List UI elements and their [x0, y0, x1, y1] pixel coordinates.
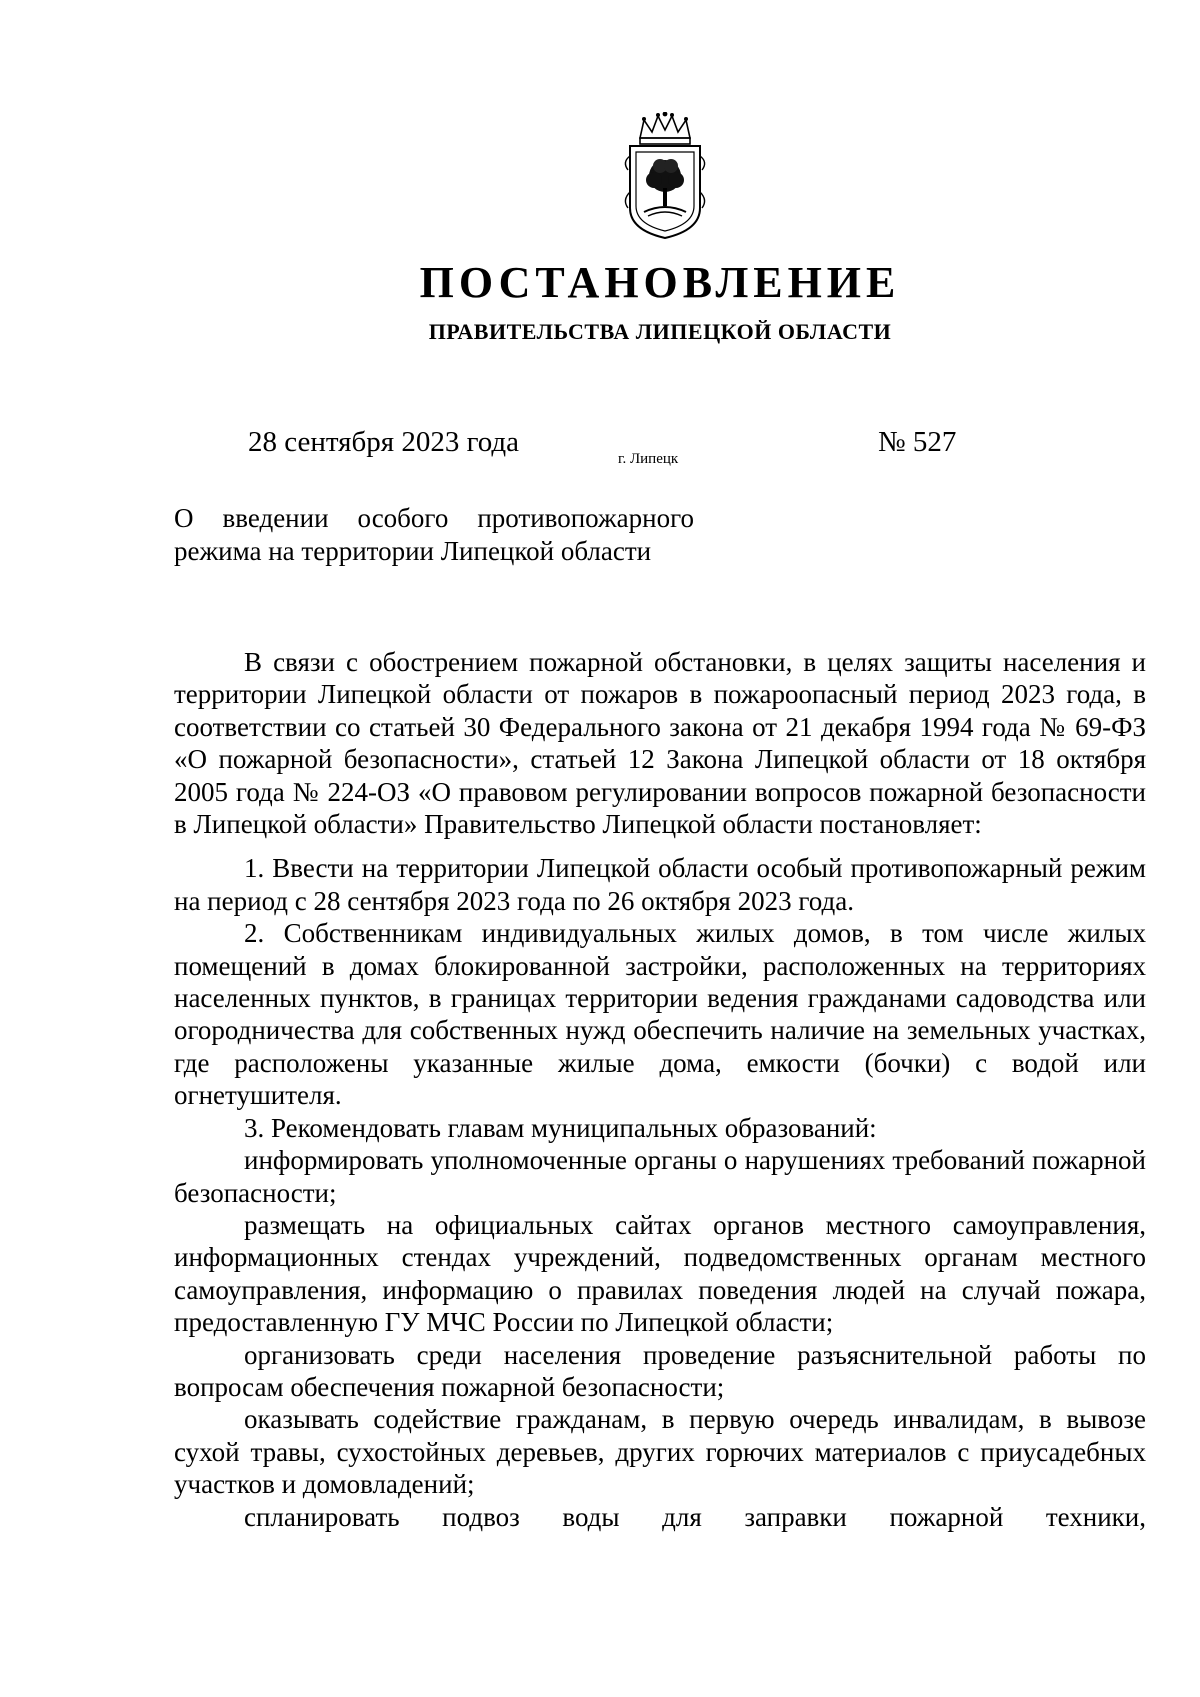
document-number: № 527 [878, 426, 957, 458]
document-issuer: ПРАВИТЕЛЬСТВА ЛИПЕЦКОЙ ОБЛАСТИ [428, 319, 892, 344]
item-3-subparagraph: организовать среди населения проведение разъяснительной работы по вопросам обеспечения пожарной безопасности; [174, 1339, 1146, 1402]
item-2-paragraph: 2. Собственникам индивидуальных жилых домов, в том числе жилых помещений в домах блокированной застройки, расположенных на территориях населенных пунктов, в границах территории ведения гражданами садоводства или огородничества для собственных нужд обеспечить наличие на земельных участках, где расположены указанные жилые дома, емкости (бочки) с водой или огнетушителя. [174, 918, 1146, 1111]
coat-of-arms-icon [620, 112, 710, 242]
item-3-subparagraph: размещать на официальных сайтах органов местного самоуправления, информационных стендах учреждений, подведомственных органам местного самоуправления, информацию о правилах поведения людей на случай пожара, предоставленную ГУ МЧС России по Липецкой области; [174, 1209, 1146, 1338]
item-3-paragraph: 3. Рекомендовать главам муниципальных образований: [244, 1112, 877, 1143]
item-3-subparagraph: спланировать подвоз воды для заправки пожарной техники, [244, 1501, 1146, 1532]
item-3-subparagraph: информировать уполномоченные органы о нарушениях требований пожарной безопасности; [174, 1145, 1146, 1208]
document-body [174, 646, 1146, 1533]
document-date: 28 сентября 2023 года [248, 426, 520, 458]
subject-line: режима на территории Липецкой области [174, 536, 652, 566]
document-subject [174, 502, 694, 568]
preamble-paragraph: В связи с обострением пожарной обстановки, в целях защиты населения и территории Липецкой области от пожаров в пожароопасный период 2023 года, в соответствии со статьей 30 Федерального закона от 21 декабря 1994 года № 69-ФЗ «О пожарной безопасности», статьей 12 Закона Липецкой области от 18 октября 2005 года № 224-ОЗ «О правовом регулировании вопросов пожарной безопасности в Липецкой области» Правительство Липецкой области постановляет: [174, 647, 1146, 840]
document-city: г. Липецк [618, 451, 679, 467]
document-title: ПОСТАНОВЛЕНИЕ [419, 258, 901, 307]
item-3-subparagraph: оказывать содействие гражданам, в первую очередь инвалидам, в вывозе сухой травы, сухостойных деревьев, других горючих материалов с приусадебных участков и домовладений; [174, 1404, 1146, 1500]
subject-line: О введении особого противопожарного [174, 503, 694, 533]
item-1-paragraph: 1. Ввести на территории Липецкой области особый противопожарный режим на период с 28 сентября 2023 года по 26 октября 2023 года. [174, 853, 1146, 916]
